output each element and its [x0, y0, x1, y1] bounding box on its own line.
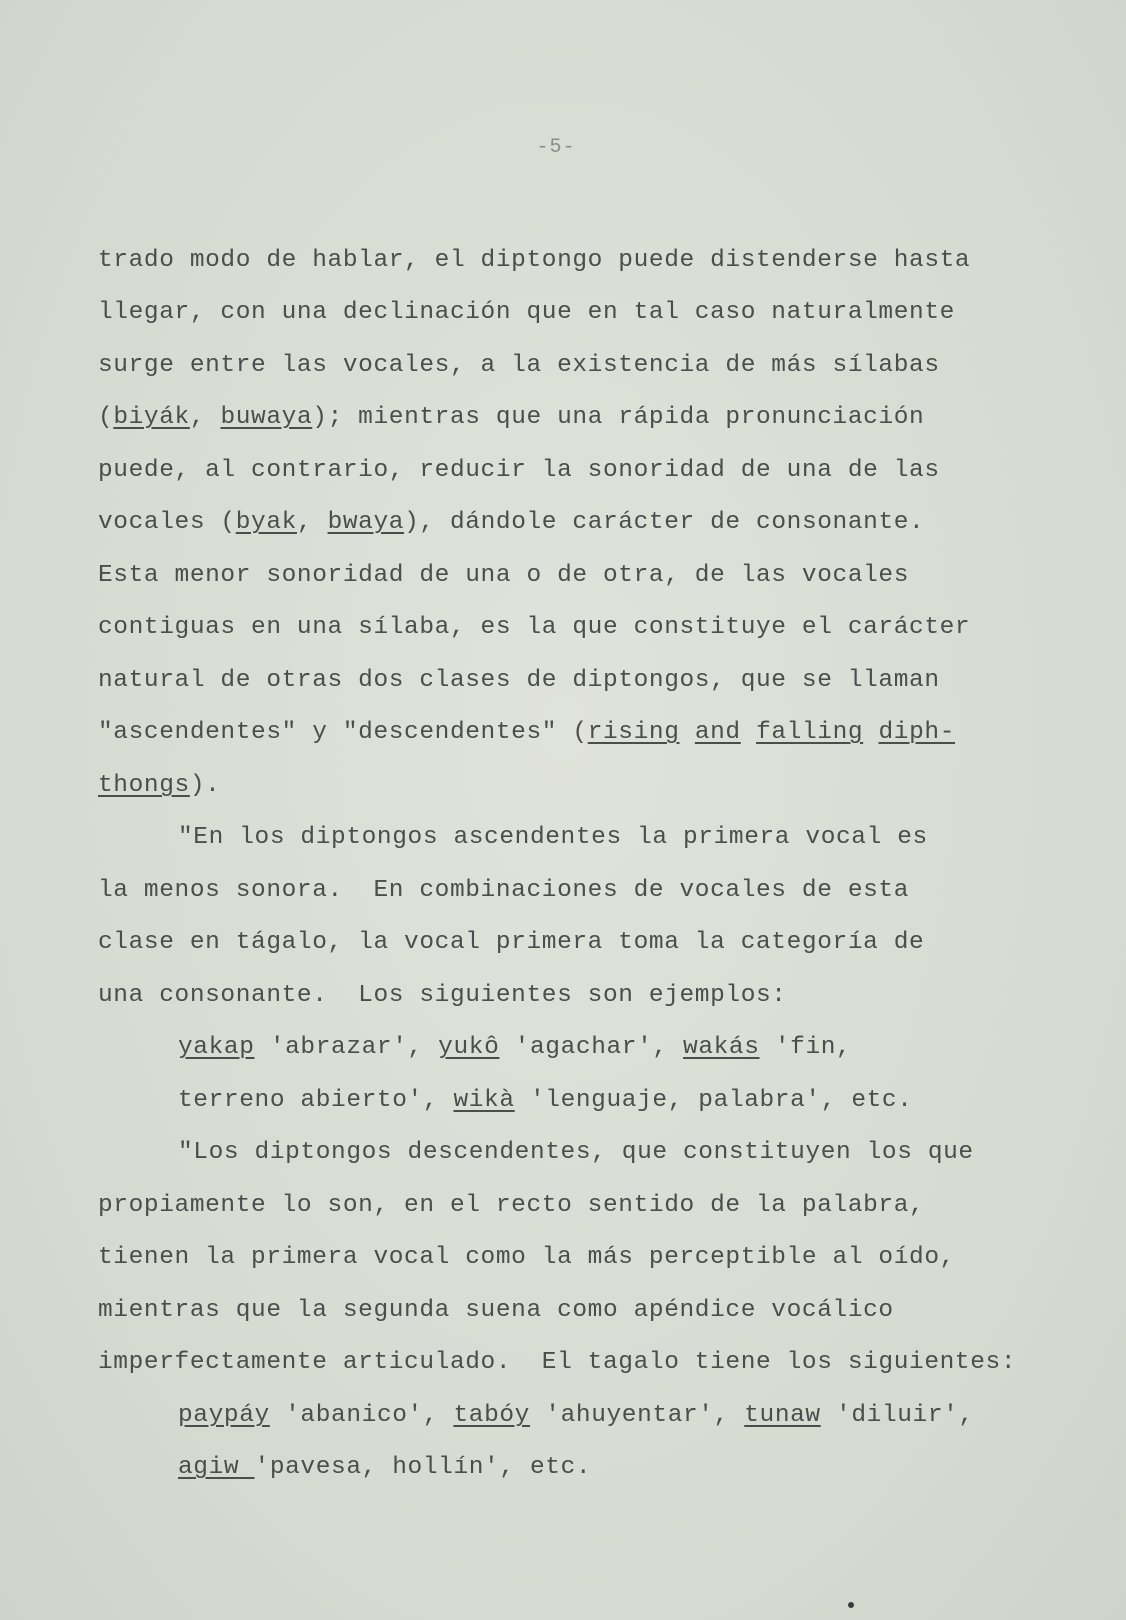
text-line — [98, 1348, 1016, 1378]
text-segment: contiguas en una sílaba, es la que constituye el carácter — [98, 614, 971, 641]
underlined-word: yukô — [438, 1034, 500, 1061]
text-segment — [741, 719, 756, 746]
text-line — [98, 246, 970, 276]
text-segment: , — [296, 509, 328, 536]
text-segment: 'ahuyentar', — [529, 1402, 745, 1429]
text-segment: imperfectamente articulado. El tagalo tiene los siguientes: — [98, 1349, 1017, 1376]
underlined-word: yakap — [178, 1034, 255, 1061]
text-segment: ); mientras que una rápida pronunciación — [312, 404, 925, 431]
text-segment: 'fin, — [759, 1034, 852, 1061]
text-line — [98, 876, 909, 906]
underlined-word: falling — [756, 719, 864, 746]
text-line — [178, 1033, 851, 1063]
text-line — [98, 508, 924, 538]
text-line — [178, 1453, 591, 1483]
text-line — [178, 823, 928, 853]
text-segment: , — [189, 404, 221, 431]
text-segment: puede, al contrario, reducir la sonoridad de una de las — [98, 457, 940, 484]
text-line — [178, 1086, 913, 1116]
paper-speck — [848, 1602, 854, 1608]
text-segment: 'lenguaje, palabra', etc. — [514, 1087, 913, 1114]
text-segment: clase en tágalo, la vocal primera toma la categoría de — [98, 929, 925, 956]
text-segment: "Los diptongos descendentes, que constituyen los que — [178, 1139, 974, 1166]
text-line — [98, 613, 970, 643]
text-segment — [863, 719, 878, 746]
underlined-word: diph- — [878, 719, 956, 746]
text-segment: ( — [98, 404, 114, 431]
text-segment: Esta menor sonoridad de una o de otra, de las vocales — [98, 562, 910, 589]
text-line — [98, 666, 940, 696]
text-segment: terreno abierto', — [178, 1087, 454, 1114]
text-line — [98, 1191, 924, 1221]
text-line — [98, 403, 924, 433]
underlined-word: tunaw — [744, 1402, 821, 1429]
text-line — [98, 928, 924, 958]
text-line — [98, 561, 909, 591]
text-segment: una consonante. Los siguientes son ejemplos: — [98, 982, 787, 1009]
text-line — [178, 1138, 974, 1168]
text-segment: 'agachar', — [499, 1034, 684, 1061]
text-segment: propiamente lo son, en el recto sentido de la palabra, — [98, 1192, 925, 1219]
underlined-word: wakás — [683, 1034, 760, 1061]
text-line — [98, 1243, 955, 1273]
text-line — [98, 1296, 894, 1326]
underlined-word: byak — [235, 509, 297, 536]
text-segment: natural de otras dos clases de diptongos, que se llaman — [98, 667, 940, 694]
text-line — [98, 351, 940, 381]
text-line — [98, 981, 787, 1011]
text-segment: vocales ( — [98, 509, 236, 536]
text-line — [98, 718, 955, 748]
underlined-word: biyák — [113, 404, 190, 431]
text-segment: llegar, con una declinación que en tal caso naturalmente — [98, 299, 955, 326]
text-segment: mientras que la segunda suena como apéndice vocálico — [98, 1297, 894, 1324]
text-segment: la menos sonora. En combinaciones de vocales de esta — [98, 877, 910, 904]
text-segment: 'abrazar', — [254, 1034, 439, 1061]
underlined-word: paypáy — [178, 1402, 270, 1429]
text-segment: 'abanico', — [269, 1402, 454, 1429]
underlined-word: tabóy — [453, 1402, 530, 1429]
text-segment: "ascendentes" y "descendentes" ( — [98, 719, 588, 746]
underlined-word: rising — [587, 719, 680, 746]
underlined-word: buwaya — [220, 404, 313, 431]
text-line — [98, 456, 940, 486]
underlined-word: wikà — [453, 1087, 515, 1114]
underlined-word: thongs — [98, 772, 190, 799]
underlined-word: bwaya — [327, 509, 405, 536]
text-segment: 'pavesa, hollín', etc. — [254, 1454, 592, 1481]
text-segment: trado modo de hablar, el diptongo puede distenderse hasta — [98, 247, 971, 274]
page-number: -5- — [536, 136, 576, 159]
text-segment: tienen la primera vocal como la más perceptible al oído, — [98, 1244, 955, 1271]
text-segment: surge entre las vocales, a la existencia de más sílabas — [98, 352, 940, 379]
text-segment: ). — [189, 772, 221, 799]
underlined-word: agiw — [178, 1454, 255, 1481]
text-segment — [680, 719, 695, 746]
text-segment: ), dándole carácter de consonante. — [404, 509, 925, 536]
underlined-word: and — [694, 719, 741, 746]
text-line — [98, 771, 220, 801]
text-line — [178, 1401, 974, 1431]
text-segment: "En los diptongos ascendentes la primera vocal es — [178, 824, 928, 851]
text-line — [98, 298, 955, 328]
text-segment: 'diluir', — [820, 1402, 974, 1429]
